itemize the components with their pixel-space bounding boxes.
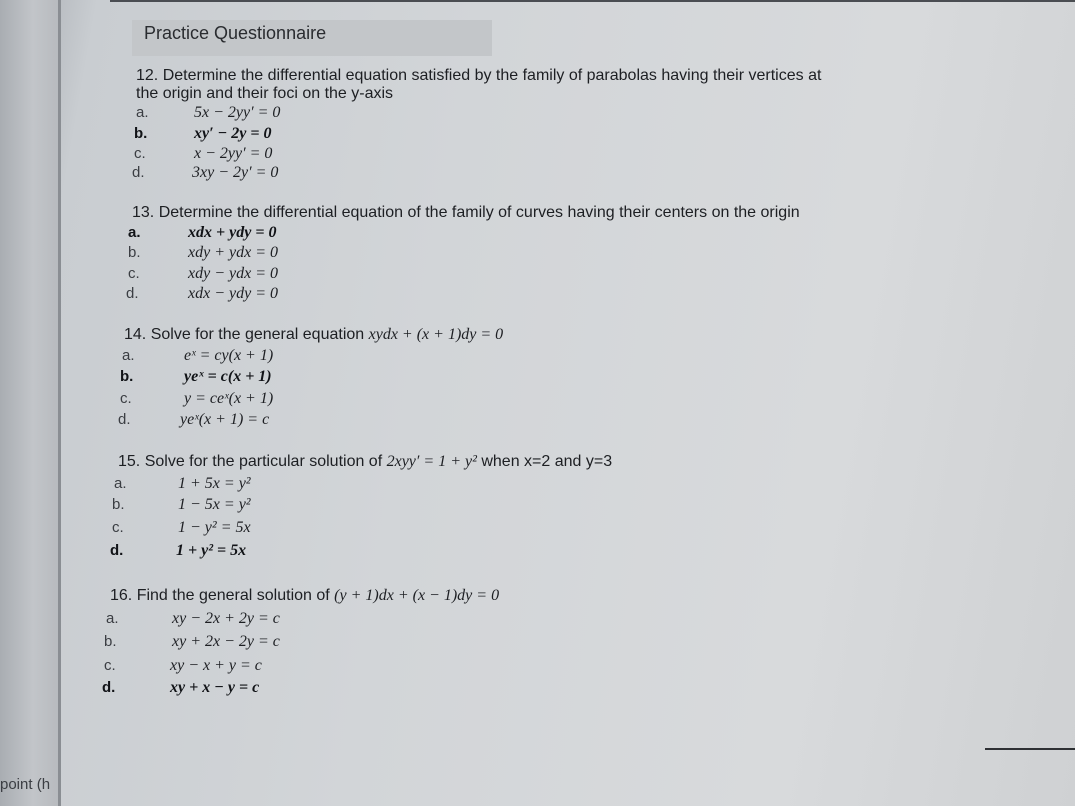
question-16-text: 16. Find the general solution of bbox=[110, 587, 335, 604]
page-title: Practice Questionnaire bbox=[144, 23, 327, 43]
option-text: y = ceˣ(x + 1) bbox=[184, 390, 274, 407]
option-letter: d. bbox=[118, 411, 131, 428]
option-text: xdy + ydx = 0 bbox=[188, 244, 278, 261]
option-text: xdx − ydy = 0 bbox=[188, 285, 278, 302]
option-letter: a. bbox=[136, 104, 149, 121]
option-letter: d. bbox=[110, 542, 124, 559]
option-text: eˣ = cy(x + 1) bbox=[184, 347, 274, 364]
page-top-rule bbox=[110, 0, 1075, 2]
option-text: yeˣ = c(x + 1) bbox=[184, 368, 272, 385]
option-letter: c. bbox=[120, 390, 132, 407]
question-14-text: 14. Solve for the general equation bbox=[124, 326, 369, 343]
option-letter: a. bbox=[114, 475, 127, 492]
question-15-condition: when x=2 and y=3 bbox=[476, 453, 613, 470]
option-text: 1 − y² = 5x bbox=[178, 519, 251, 536]
option-text: xy + x − y = c bbox=[170, 679, 260, 696]
option-text: 1 − 5x = y² bbox=[178, 496, 251, 513]
option-letter: a. bbox=[122, 347, 135, 364]
option-letter: a. bbox=[128, 224, 141, 241]
option-letter: d. bbox=[126, 285, 139, 302]
option-text: xy + 2x − 2y = c bbox=[172, 633, 280, 650]
question-13-line-1: 13. Determine the differential equation of the family of curves having their centers on the origin bbox=[132, 204, 800, 221]
option-text: xdx + ydy = 0 bbox=[188, 224, 277, 241]
option-text: xy − 2x + 2y = c bbox=[172, 610, 280, 627]
question-16-equation: (y + 1)dx + (x − 1)dy = 0 bbox=[334, 587, 500, 604]
option-letter: c. bbox=[128, 265, 140, 282]
question-15-stem bbox=[118, 453, 612, 471]
option-letter: b. bbox=[128, 244, 141, 261]
question-15-text: 15. Solve for the particular solution of bbox=[118, 453, 387, 470]
option-letter: d. bbox=[102, 679, 116, 696]
question-14-equation: xydx + (x + 1)dy = 0 bbox=[368, 326, 504, 343]
question-14-stem bbox=[124, 326, 503, 344]
option-text: xdy − ydx = 0 bbox=[188, 265, 278, 282]
option-letter: b. bbox=[104, 633, 117, 650]
option-letter: b. bbox=[134, 125, 148, 142]
option-letter: c. bbox=[104, 657, 116, 674]
question-12-line-2: the origin and their foci on the y-axis bbox=[136, 85, 394, 102]
option-text: xy − x + y = c bbox=[170, 657, 262, 674]
option-text: 1 + y² = 5x bbox=[176, 542, 247, 559]
option-letter: c. bbox=[134, 145, 146, 162]
option-text: x − 2yy′ = 0 bbox=[194, 145, 273, 162]
margin-text: point (h bbox=[0, 776, 51, 793]
option-text: xy′ − 2y = 0 bbox=[194, 125, 272, 142]
page-header bbox=[132, 20, 492, 56]
page-bottom-rule bbox=[985, 748, 1075, 750]
option-text: 3xy − 2y′ = 0 bbox=[192, 164, 279, 181]
binder-edge bbox=[58, 0, 61, 806]
question-13-stem bbox=[132, 204, 800, 222]
option-text: yeˣ(x + 1) = c bbox=[180, 411, 270, 428]
option-letter: c. bbox=[112, 519, 124, 536]
question-12-line-1: 12. Determine the differential equation satisfied by the family of parabolas having their vertices at bbox=[136, 67, 822, 84]
binder-strip bbox=[0, 0, 60, 806]
question-15-equation: 2xyy′ = 1 + y² bbox=[386, 453, 477, 470]
option-letter: a. bbox=[106, 610, 119, 627]
question-16-stem bbox=[110, 587, 499, 605]
option-text: 1 + 5x = y² bbox=[178, 475, 251, 492]
question-12-stem bbox=[136, 67, 821, 103]
option-letter: b. bbox=[112, 496, 125, 513]
option-letter: b. bbox=[120, 368, 134, 385]
option-letter: d. bbox=[132, 164, 145, 181]
option-text: 5x − 2yy′ = 0 bbox=[194, 104, 281, 121]
